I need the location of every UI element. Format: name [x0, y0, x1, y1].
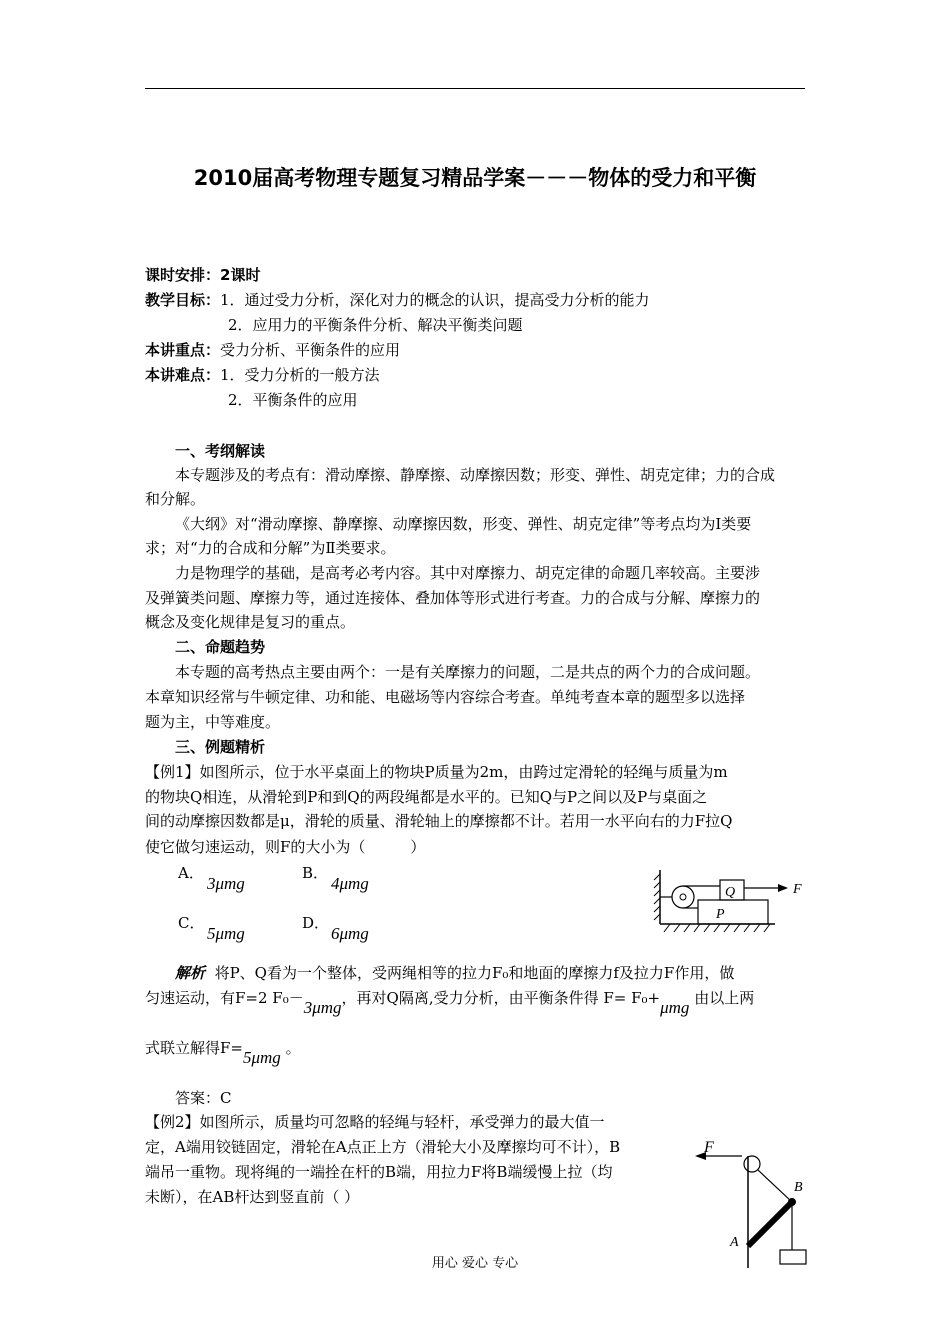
goal-1: 1．通过受力分析，深化对力的概念的认识，提高受力分析的能力	[220, 291, 650, 309]
section2-p1-l3: 题为主，中等难度。	[145, 713, 281, 731]
solution-l3-b: 。	[285, 1039, 301, 1057]
figure-1-label-q: Q	[725, 885, 736, 900]
difficulty-line-1	[145, 364, 380, 386]
example2-l4: 未断），在AB杆达到竖直前（ ）	[145, 1188, 360, 1206]
page-footer: 用心 爱心 专心	[431, 1256, 519, 1271]
answer: 答案：C	[175, 1089, 232, 1107]
option-b-value: 4μmg	[331, 874, 369, 893]
section1-p1-l2: 和分解。	[145, 490, 206, 508]
difficulty-1: 1．受力分析的一般方法	[220, 366, 380, 384]
solution-l3-a: 式联立解得F=	[145, 1039, 243, 1057]
section2-p1-l1: 本专题的高考热点主要由两个：一是有关摩擦力的问题，二是共点的两个力的合成问题。	[175, 663, 761, 681]
option-a-value: 3μmg	[207, 874, 245, 893]
section3-heading: 三、例题精析	[175, 738, 266, 756]
goal-label: 教学目标：	[145, 291, 221, 309]
example2-l1: 【例2】如图所示，质量均可忽略的轻绳与轻杆，承受弹力的最大值一	[145, 1113, 605, 1131]
section2-p1-l2: 本章知识经常与牛顿定律、功和能、电磁场等内容综合考查。单纯考查本章的题型多以选择	[145, 688, 746, 706]
goal-2: 2．应用力的平衡条件分析、解决平衡类问题	[228, 316, 523, 334]
option-d-value: 6μmg	[331, 924, 369, 943]
solution-l2-a: 匀速运动，有F=2 F₀－	[145, 989, 304, 1007]
solution-l2-math2: μmg	[660, 998, 690, 1017]
figure-1-label-f: F	[793, 882, 802, 897]
solution-l2-b: ，再对Q隔离,受力分析，由平衡条件得 F= F₀+	[341, 989, 661, 1007]
section1-p2-l2: 求；对“力的合成和分解”为Ⅱ类要求。	[145, 539, 396, 557]
solution-l1-text: 将P、Q看为一个整体，受两绳相等的拉力F₀和地面的摩擦力f及拉力F作用，做	[214, 964, 735, 982]
section1-p3-l2: 及弹簧类问题、摩擦力等，通过连接体、叠加体等形式进行考查。力的合成与分解、摩擦力的	[145, 589, 761, 607]
example1-l1: 【例1】如图所示，位于水平桌面上的物块P质量为2m，由跨过定滑轮的轻绳与质量为m	[145, 763, 728, 781]
figure-2-rod-pulley-diagram	[690, 1138, 830, 1270]
option-c-label: C．	[178, 914, 205, 932]
example1-l3: 间的动摩擦因数都是μ，滑轮的质量、滑轮轴上的摩擦都不计。若用一水平向右的力F拉Q	[145, 812, 733, 830]
figure-2-label-b: B	[794, 1180, 803, 1195]
option-c-value: 5μmg	[207, 924, 245, 943]
difficulty-label: 本讲难点：	[145, 366, 221, 384]
example2-l2: 定，A端用铰链固定，滑轮在A点正上方（滑轮大小及摩擦均可不计），B	[145, 1138, 621, 1156]
header-rule	[145, 88, 805, 89]
section1-p1-l1: 本专题涉及的考点有：滑动摩擦、静摩擦、动摩擦因数；形变、弹性、胡克定律；力的合成	[175, 466, 776, 484]
option-b-label: B．	[302, 864, 329, 882]
solution-l1	[175, 962, 734, 984]
example1-l2: 的物块Q相连，从滑轮到P和到Q的两段绳都是水平的。已知Q与P之间以及P与桌面之	[145, 788, 708, 806]
figure-2-label-a: A	[730, 1235, 739, 1250]
solution-l3	[145, 1037, 301, 1067]
section1-p3-l3: 概念及变化规律是复习的重点。	[145, 613, 356, 631]
solution-label: 解析	[175, 964, 206, 982]
focus-label: 本讲重点：	[145, 341, 221, 359]
figure-2-label-f: F	[704, 1139, 714, 1156]
schedule-label: 课时安排：	[145, 266, 221, 284]
solution-l3-math: 5μmg	[242, 1048, 281, 1067]
section1-heading: 一、考纲解读	[175, 442, 266, 460]
section1-p2-l1: 《大纲》对“滑动摩擦、静摩擦、动摩擦因数，形变、弹性、胡克定律”等考点均为Ⅰ类要	[175, 515, 752, 533]
example2-l3: 端吊一重物。现将绳的一端拴在杆的B端，用拉力F将B端缓慢上拉（均	[145, 1163, 613, 1181]
option-d-label: D．	[302, 914, 330, 932]
solution-l2	[145, 987, 755, 1017]
section2-heading: 二、命题趋势	[175, 638, 266, 656]
example1-l4: 使它做匀速运动，则F的大小为（ ）	[145, 838, 426, 856]
figure-1-pulley-diagram	[650, 860, 820, 942]
solution-l2-math: 3μmg	[303, 998, 342, 1017]
option-a-label: A．	[178, 864, 204, 882]
schedule-value: 2课时	[220, 266, 261, 284]
page-title: 2010届高考物理专题复习精品学案－－－物体的受力和平衡	[193, 166, 757, 190]
difficulty-2: 2．平衡条件的应用	[228, 391, 358, 409]
solution-l2-c: 由以上两	[694, 989, 755, 1007]
goal-line-1	[145, 289, 650, 311]
focus-line	[145, 339, 400, 361]
focus-value: 受力分析、平衡条件的应用	[220, 341, 401, 359]
schedule-line	[145, 264, 260, 286]
figure-1-label-p: P	[716, 907, 725, 922]
section1-p3-l1: 力是物理学的基础，是高考必考内容。其中对摩擦力、胡克定律的命题几率较高。主要涉	[175, 564, 761, 582]
